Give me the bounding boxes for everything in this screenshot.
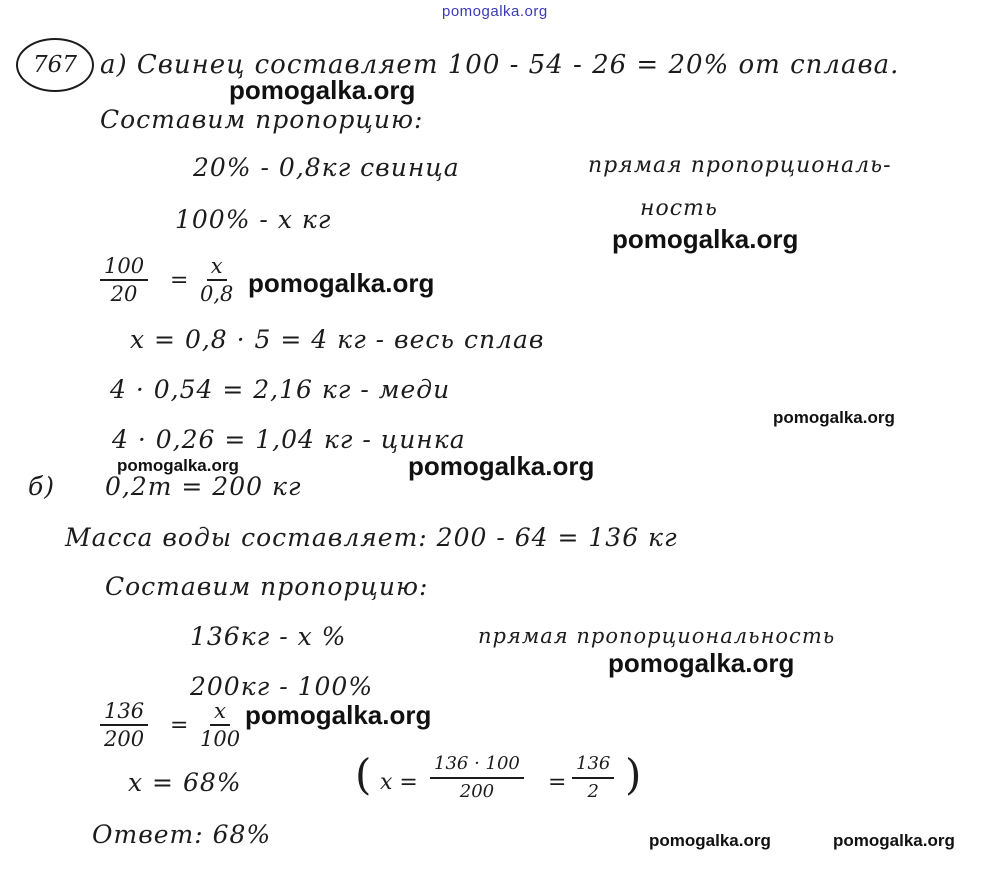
part-a-fraction-right-den: 0,8 [200, 282, 234, 306]
part-b-open-paren: ( [355, 750, 372, 799]
part-a-fraction-left [100, 254, 148, 306]
part-a-proportion-note: прямая пропорциональ- [588, 153, 892, 178]
part-a-calc2: 4 · 0,54 = 2,16 кг - меди [110, 375, 451, 404]
part-b-alt-equals: = [548, 770, 567, 795]
part-b-given: 0,2т = 200 кг [105, 472, 302, 501]
watermark: pomogalka.org [408, 451, 595, 481]
watermark: pomogalka.org [773, 408, 895, 427]
part-a-calc3: 4 · 0,26 = 1,04 кг - цинка [112, 425, 466, 454]
part-a-proportion-note-cont: ность [640, 196, 718, 221]
part-b-fraction-right [196, 699, 244, 751]
part-b-fraction-left-num: 136 [100, 699, 148, 726]
part-a-line1: а) Свинец составляет 100 - 54 - 26 = 20% от сплава. [100, 50, 900, 80]
part-b-fraction-left [100, 699, 148, 751]
part-b-line1: Масса воды составляет: 200 - 64 = 136 кг [65, 523, 678, 552]
part-a-fraction-left-num: 100 [100, 254, 148, 281]
part-a-fraction-right [196, 254, 237, 306]
part-b-result: x = 68% [128, 768, 242, 797]
part-b-alt-fraction2 [572, 752, 614, 804]
part-b-proportion-note: прямая пропорциональность [478, 624, 836, 648]
part-a-proportion-line2: 100% - x кг [175, 205, 332, 234]
part-a-proportion-line1: 20% - 0,8кг свинца [193, 153, 460, 182]
part-b-close-paren: ) [625, 750, 642, 799]
part-b-alt-fraction1 [430, 752, 524, 804]
part-a-equals: = [170, 268, 189, 293]
part-b-alt-fraction1-num: 136 · 100 [430, 752, 524, 779]
part-a-fraction-left-den: 20 [110, 282, 138, 306]
part-b-alt-fraction1-den: 200 [459, 781, 495, 802]
part-b-alt-fraction2-num: 136 [572, 752, 614, 779]
part-b-alt-fraction2-den: 2 [587, 781, 599, 802]
watermark-top: pomogalka.org [442, 3, 548, 20]
watermark: pomogalka.org [608, 648, 795, 678]
part-b-line2: Составим пропорцию: [105, 572, 429, 601]
part-b-equals: = [170, 713, 189, 738]
part-b-fraction-left-den: 200 [104, 727, 145, 751]
problem-number: 767 [16, 38, 94, 92]
part-b-alt-x: x = [380, 770, 418, 795]
part-b-proportion-line2: 200кг - 100% [190, 672, 374, 701]
part-b-answer: Ответ: 68% [92, 820, 272, 849]
part-b-fraction-right-den: 100 [200, 727, 241, 751]
part-b-fraction-right-num: x [210, 699, 230, 726]
watermark: pomogalka.org [612, 224, 799, 254]
watermark: pomogalka.org [229, 75, 416, 105]
part-a-fraction-right-num: x [207, 254, 227, 281]
watermark: pomogalka.org [649, 831, 771, 850]
watermark: pomogalka.org [248, 268, 435, 298]
part-b-label: б) [28, 472, 56, 501]
watermark: pomogalka.org [245, 700, 432, 730]
part-b-proportion-line1: 136кг - x % [190, 622, 347, 651]
watermark: pomogalka.org [833, 831, 955, 850]
part-a-line2: Составим пропорцию: [100, 105, 424, 134]
watermark: pomogalka.org [117, 456, 239, 475]
part-a-calc1: x = 0,8 · 5 = 4 кг - весь сплав [130, 325, 545, 354]
